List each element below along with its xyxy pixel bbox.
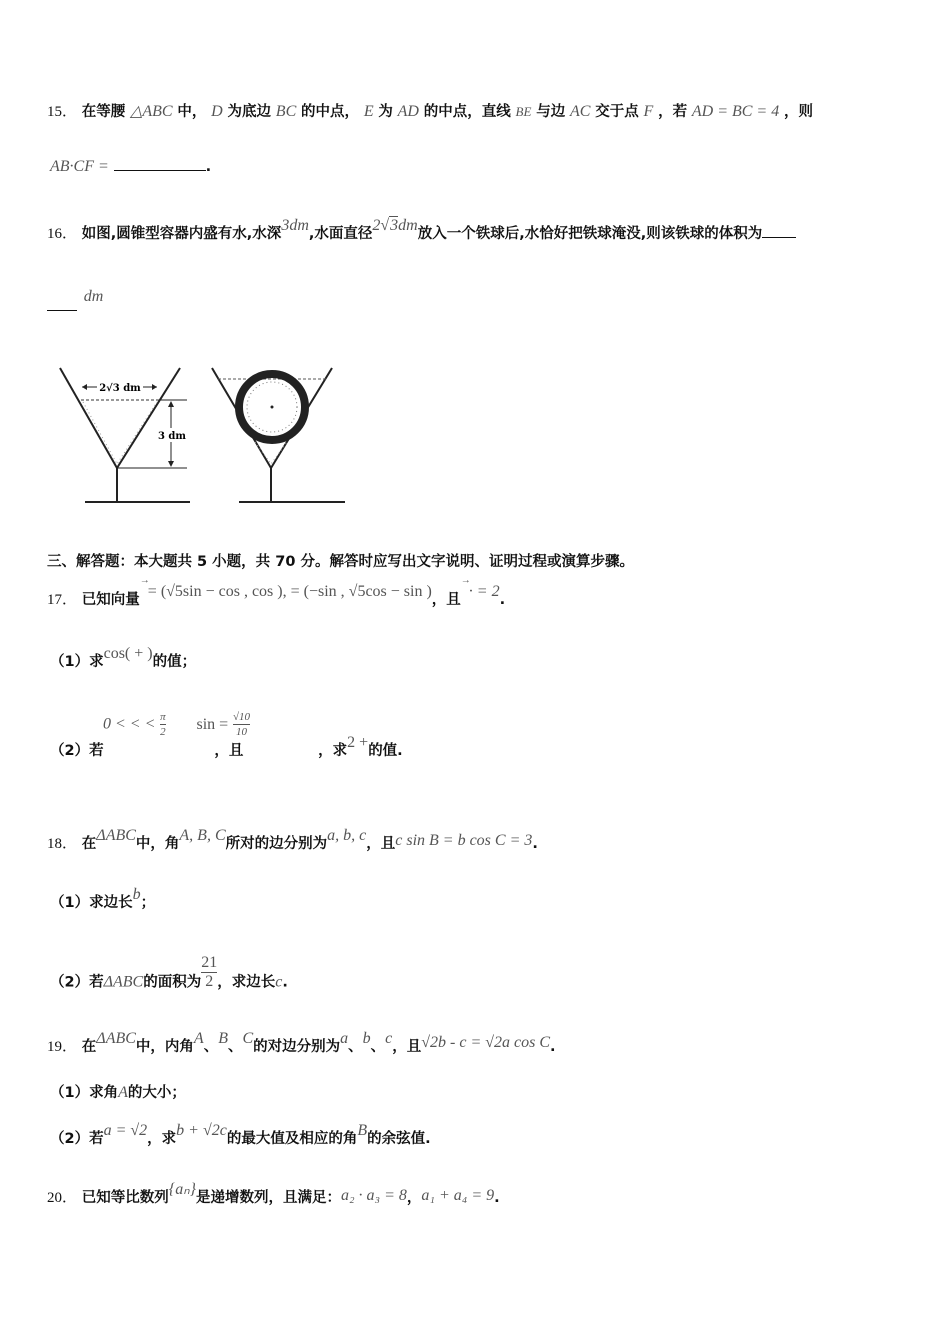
section-header: 三、解答题：本大题共 5 小题，共 70 分。解答时应写出文字说明、证明过程或演算步骤。 bbox=[47, 554, 634, 570]
q19-line1: 19． 在ΔABC中，内角A、B、C的对边分别为a、b、c，且√2b - c = √2a cos C. bbox=[47, 1030, 556, 1055]
q18-line1: 18． 在ΔABC中，角A, B, C所对的边分别为a, b, c，且c sin B = b cos C = 3. bbox=[47, 827, 538, 852]
answer-blank bbox=[762, 223, 796, 238]
width-label: 2√3 dm bbox=[99, 383, 141, 394]
q17-number: 17． bbox=[47, 592, 78, 608]
depth-label: 3 dm bbox=[157, 431, 187, 442]
q18-number: 18． bbox=[47, 836, 78, 852]
q15-line1: 15． 在等腰 △ABC 中， D 为底边 BC 的中点， E 为 AD 的中点，直线 BE 与边 AC 交于点 F ，若 AD = BC = 4 ，则 bbox=[47, 103, 814, 120]
answer-blank bbox=[47, 284, 77, 311]
cone-with-ball bbox=[212, 368, 345, 502]
vector-definition: → = (√5sin − cos , cos ), = (−sin , √5cos − sin ) bbox=[140, 583, 432, 600]
answer-blank bbox=[114, 156, 206, 171]
q16-line1: 16． 如图,圆锥型容器内盛有水,水深3dm,水面直径2√3dm放入一个铁球后,水恰好把铁球淹没,则该铁球的体积为 bbox=[47, 222, 796, 245]
q17-part1: （1）求cos( + )的值； bbox=[50, 645, 197, 670]
q15-line2: AB·CF = . bbox=[50, 158, 212, 175]
cone-figure bbox=[55, 360, 355, 510]
cone-with-water bbox=[60, 368, 190, 502]
pi-over-2: $\frac{\pi}{2}$ bbox=[160, 711, 166, 738]
q19-part2: （2）若a = √2，求b + √2c的最大值及相应的角B的余弦值. bbox=[50, 1122, 431, 1147]
q15-number: 15． bbox=[47, 104, 78, 120]
q16-number: 16． bbox=[47, 226, 78, 242]
q17-line1: 17． 已知向量→ = (√5sin − cos , cos ), = (−sin , √5cos − sin )，且→ · = 2. bbox=[47, 588, 505, 611]
q18-part2: （2）若ΔABC的面积为 $\frac{21}{2}$ ，求边长c. bbox=[50, 954, 288, 991]
q19-number: 19． bbox=[47, 1039, 78, 1055]
q20-number: 20． bbox=[47, 1190, 78, 1206]
q16-line2: dm bbox=[47, 284, 101, 318]
area-fraction: $\frac{21}{2}$ bbox=[201, 954, 218, 990]
dot-condition: → · = 2 bbox=[461, 583, 500, 600]
q20-line1: 20． 已知等比数列{aₙ}是递增数列，且满足：a₂ · a₃ = 8，a₁ + a₄ = 9. bbox=[47, 1181, 500, 1206]
q17-part2-conds: 0 < < < $\frac{\pi}{2}$ sin = $\frac{√10}{10}$ bbox=[103, 711, 250, 738]
sqrt10-over-10: $\frac{√10}{10}$ bbox=[232, 711, 250, 738]
q19-part1: （1）求角A的大小； bbox=[50, 1084, 186, 1101]
q18-part1: （1）求边长b； bbox=[50, 886, 156, 911]
q17-part2: （2）若 ，且 ，求2 +的值. bbox=[50, 734, 403, 759]
